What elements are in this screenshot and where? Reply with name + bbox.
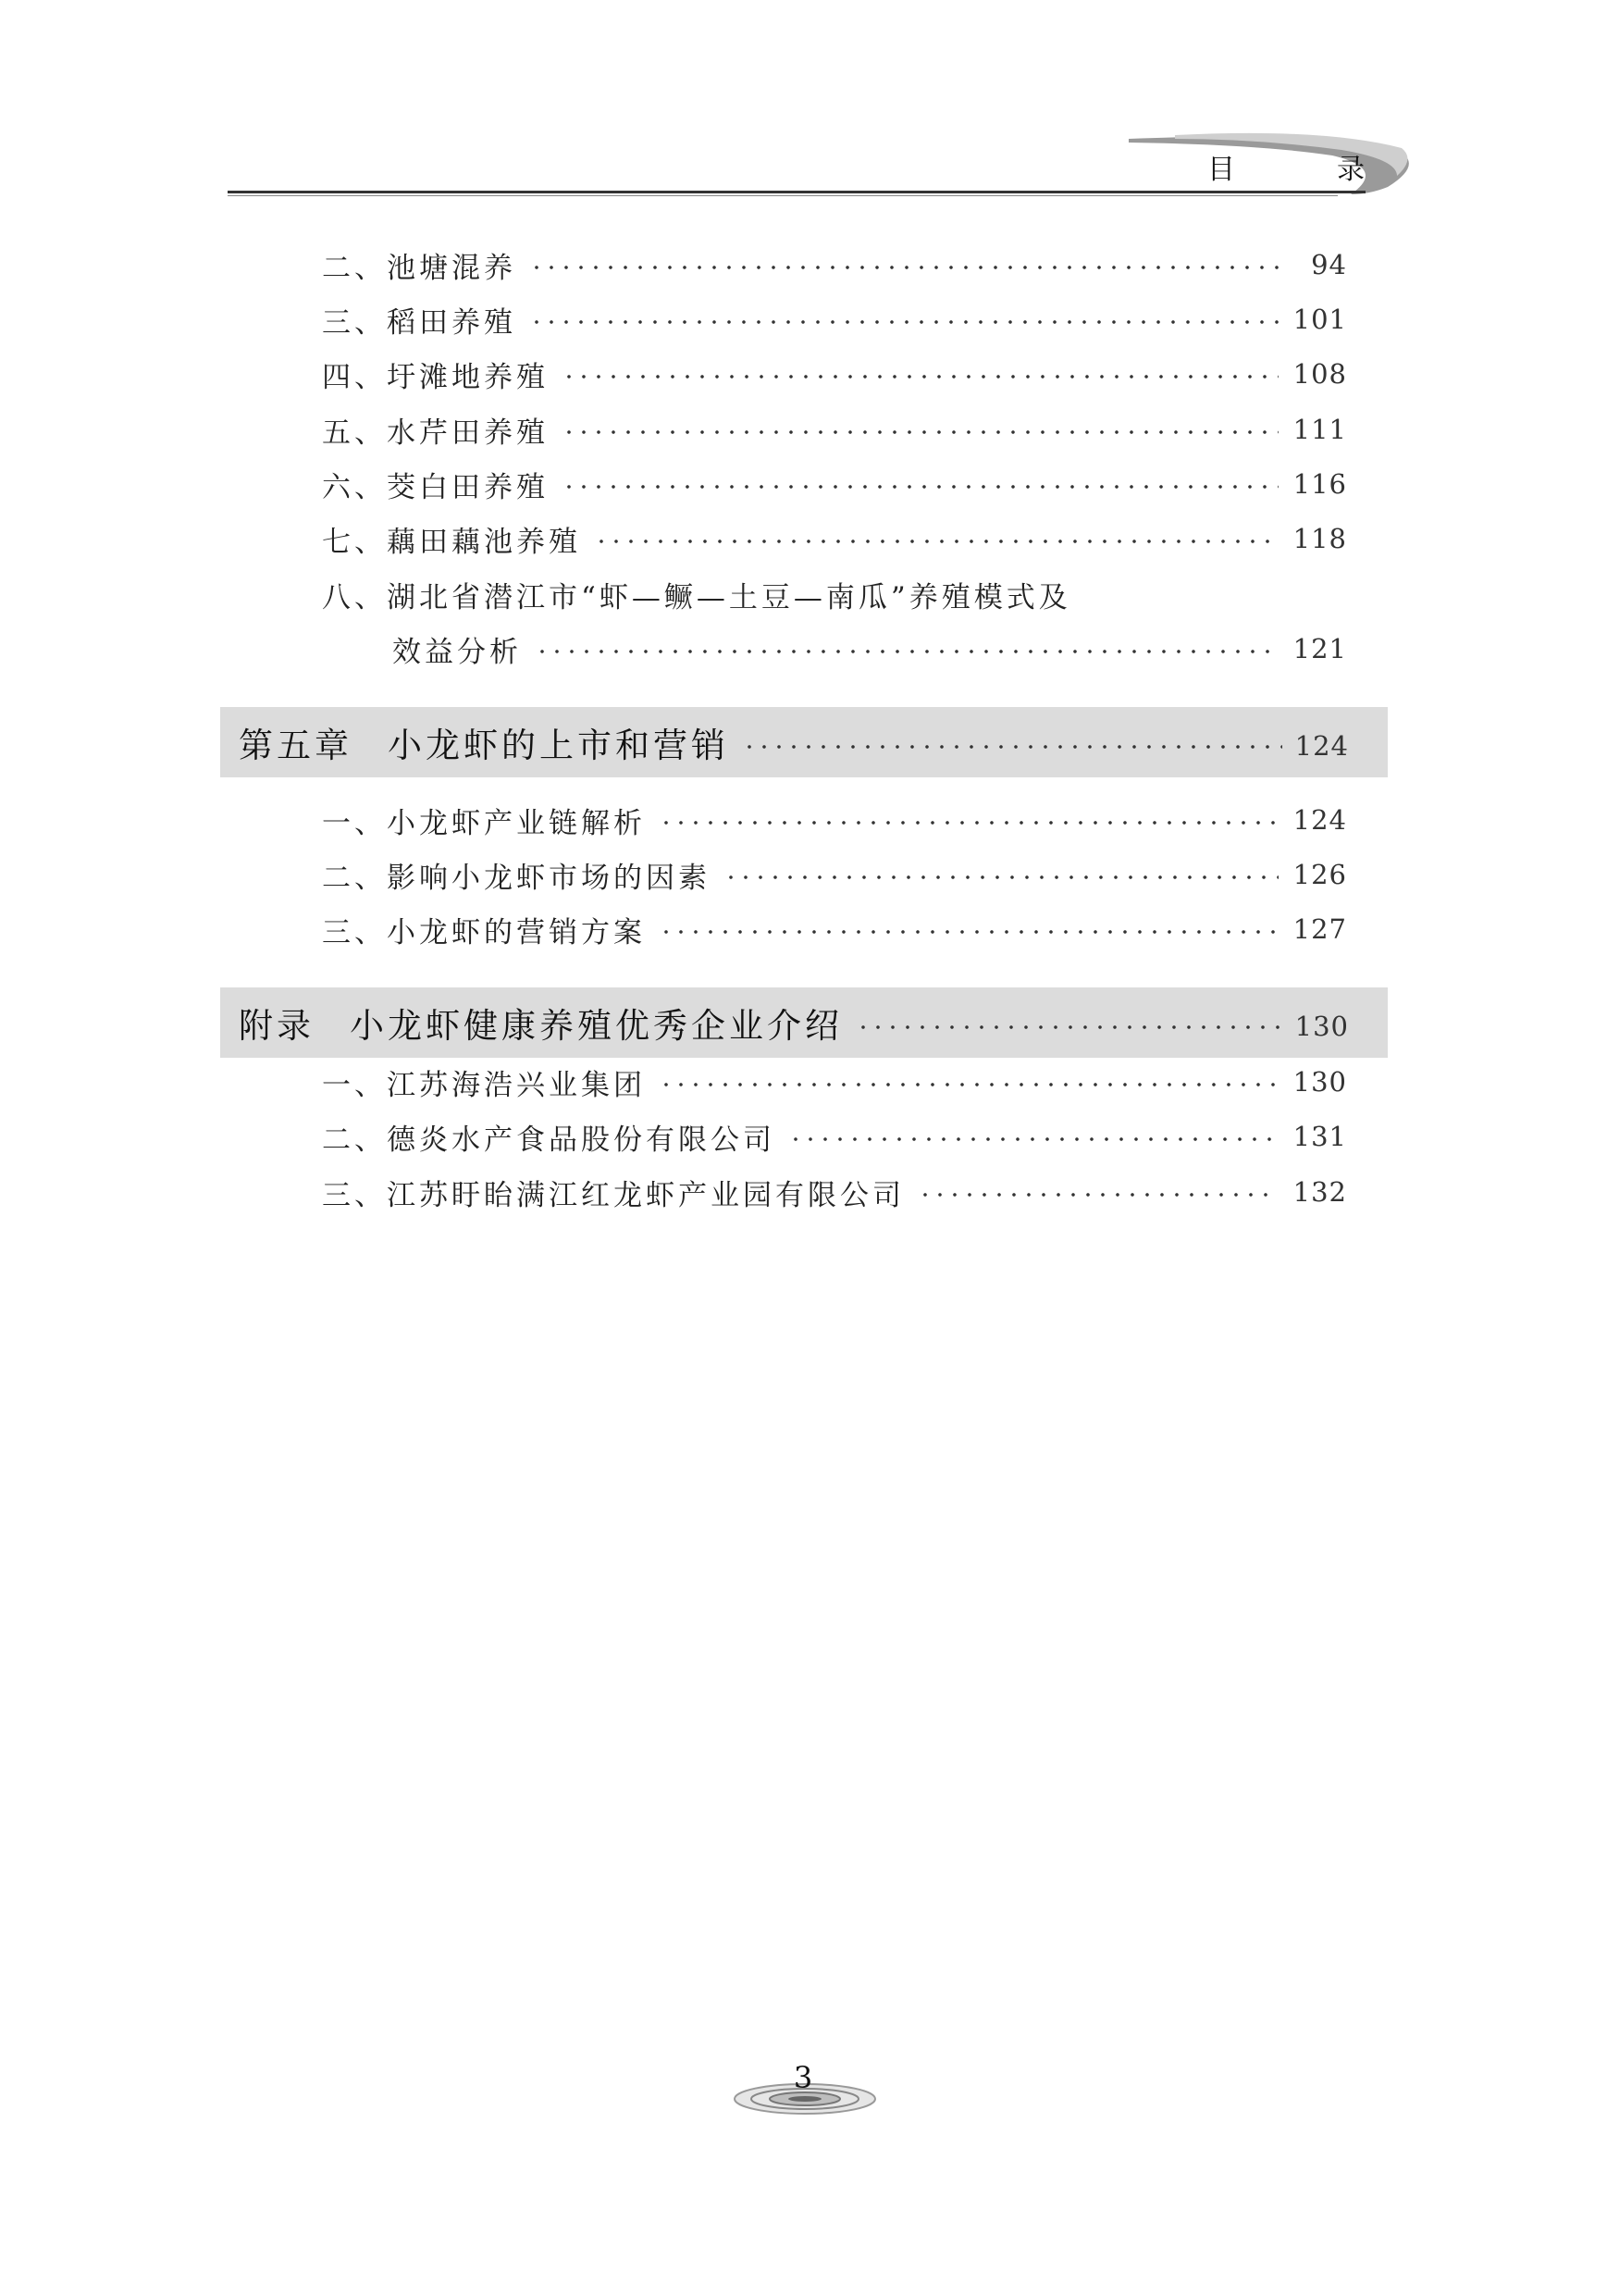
toc-entry[interactable] [322, 905, 1347, 953]
chapter-heading-label [239, 717, 729, 767]
toc-entry-label: 六、茭白田养殖 [322, 470, 549, 504]
toc-entry-page: 101 [1292, 304, 1347, 335]
toc-entry-page: 127 [1292, 913, 1347, 945]
leader-dots [594, 539, 1279, 544]
toc-entry-label: 七、藕田藕池养殖 [322, 525, 581, 559]
toc-entry-label: 四、圩滩地养殖 [322, 360, 549, 394]
leader-dots [742, 744, 1282, 750]
leader-dots [562, 429, 1279, 435]
leader-dots [562, 374, 1279, 379]
leader-dots [535, 649, 1279, 654]
leader-dots [659, 1082, 1279, 1087]
toc-entry-page: 94 [1311, 249, 1347, 280]
leader-dots [659, 929, 1279, 935]
page-number: 3 [793, 2060, 813, 2095]
toc-entry-label-cont: 效益分析 [392, 635, 522, 669]
header-rule [228, 191, 1366, 193]
toc-entry[interactable] [322, 295, 1347, 343]
chapter-page: 124 [1294, 730, 1349, 762]
toc-entry-page: 132 [1292, 1176, 1347, 1208]
toc-entry[interactable] [322, 1058, 1347, 1106]
leader-dots [918, 1192, 1279, 1198]
toc-entry-page: 121 [1292, 633, 1347, 664]
header-rule-thin [228, 195, 1338, 196]
leader-dots [856, 1024, 1282, 1030]
toc-entry-multiline-first[interactable] [322, 570, 1347, 618]
toc-entry-page: 111 [1292, 414, 1347, 445]
appendix-heading[interactable] [220, 987, 1388, 1058]
toc-entry-label: 二、德炎水产食品股份有限公司 [322, 1123, 775, 1157]
toc-entry-page: 116 [1292, 468, 1347, 500]
leader-dots [723, 875, 1279, 880]
chapter-heading-label [239, 998, 843, 1048]
appendix-title: 小龙虾健康养殖优秀企业介绍 [350, 1006, 843, 1046]
toc-entry-label: 五、水芹田养殖 [322, 416, 549, 450]
chapter-title: 小龙虾的上市和营销 [388, 726, 729, 765]
leader-dots [529, 265, 1279, 270]
chapter-number: 第五章 [239, 726, 352, 765]
leader-dots [529, 319, 1279, 325]
toc-entry[interactable] [322, 1112, 1347, 1160]
toc-entry[interactable] [322, 405, 1347, 453]
leader-dots [562, 484, 1279, 490]
toc-entry-label: 一、江苏海浩兴业集团 [322, 1068, 646, 1102]
toc-entry-page: 130 [1292, 1066, 1347, 1098]
toc-entry[interactable] [322, 350, 1347, 398]
toc-entry-page: 126 [1292, 859, 1347, 890]
toc-entry[interactable] [322, 850, 1347, 899]
toc-entry-page: 124 [1292, 804, 1347, 836]
toc-entry-label: 八、湖北省潜江市“虾—鳜—土豆—南瓜”养殖模式及 [322, 580, 1071, 614]
toc-entry-multiline-cont[interactable] [392, 625, 1347, 673]
toc-entry[interactable] [322, 515, 1347, 563]
toc-entry-page: 118 [1292, 523, 1347, 554]
appendix-page: 130 [1294, 1011, 1349, 1042]
toc-entry-label: 一、小龙虾产业链解析 [322, 806, 646, 840]
toc-entry-label: 三、小龙虾的营销方案 [322, 915, 646, 949]
chapter-heading-5[interactable] [220, 707, 1388, 777]
leader-dots [659, 820, 1279, 825]
toc-entry-page: 108 [1292, 358, 1347, 390]
toc-entry-label: 三、江苏盱眙满江红龙虾产业园有限公司 [322, 1178, 905, 1212]
toc-entry[interactable] [322, 1168, 1347, 1216]
toc-entry-page: 131 [1292, 1121, 1347, 1152]
header-title-right: 录 [1337, 154, 1365, 186]
toc-entry-label: 三、稻田养殖 [322, 305, 516, 340]
toc-entry[interactable] [322, 460, 1347, 508]
toc-entry[interactable] [322, 241, 1347, 289]
header-title-left: 目 [1207, 154, 1235, 186]
running-header [1207, 146, 1365, 187]
toc-entry[interactable] [322, 796, 1347, 844]
toc-entry-label: 二、池塘混养 [322, 251, 516, 285]
appendix-number: 附录 [239, 1006, 315, 1046]
toc-entry-label: 二、影响小龙虾市场的因素 [322, 861, 711, 895]
leader-dots [788, 1136, 1279, 1142]
